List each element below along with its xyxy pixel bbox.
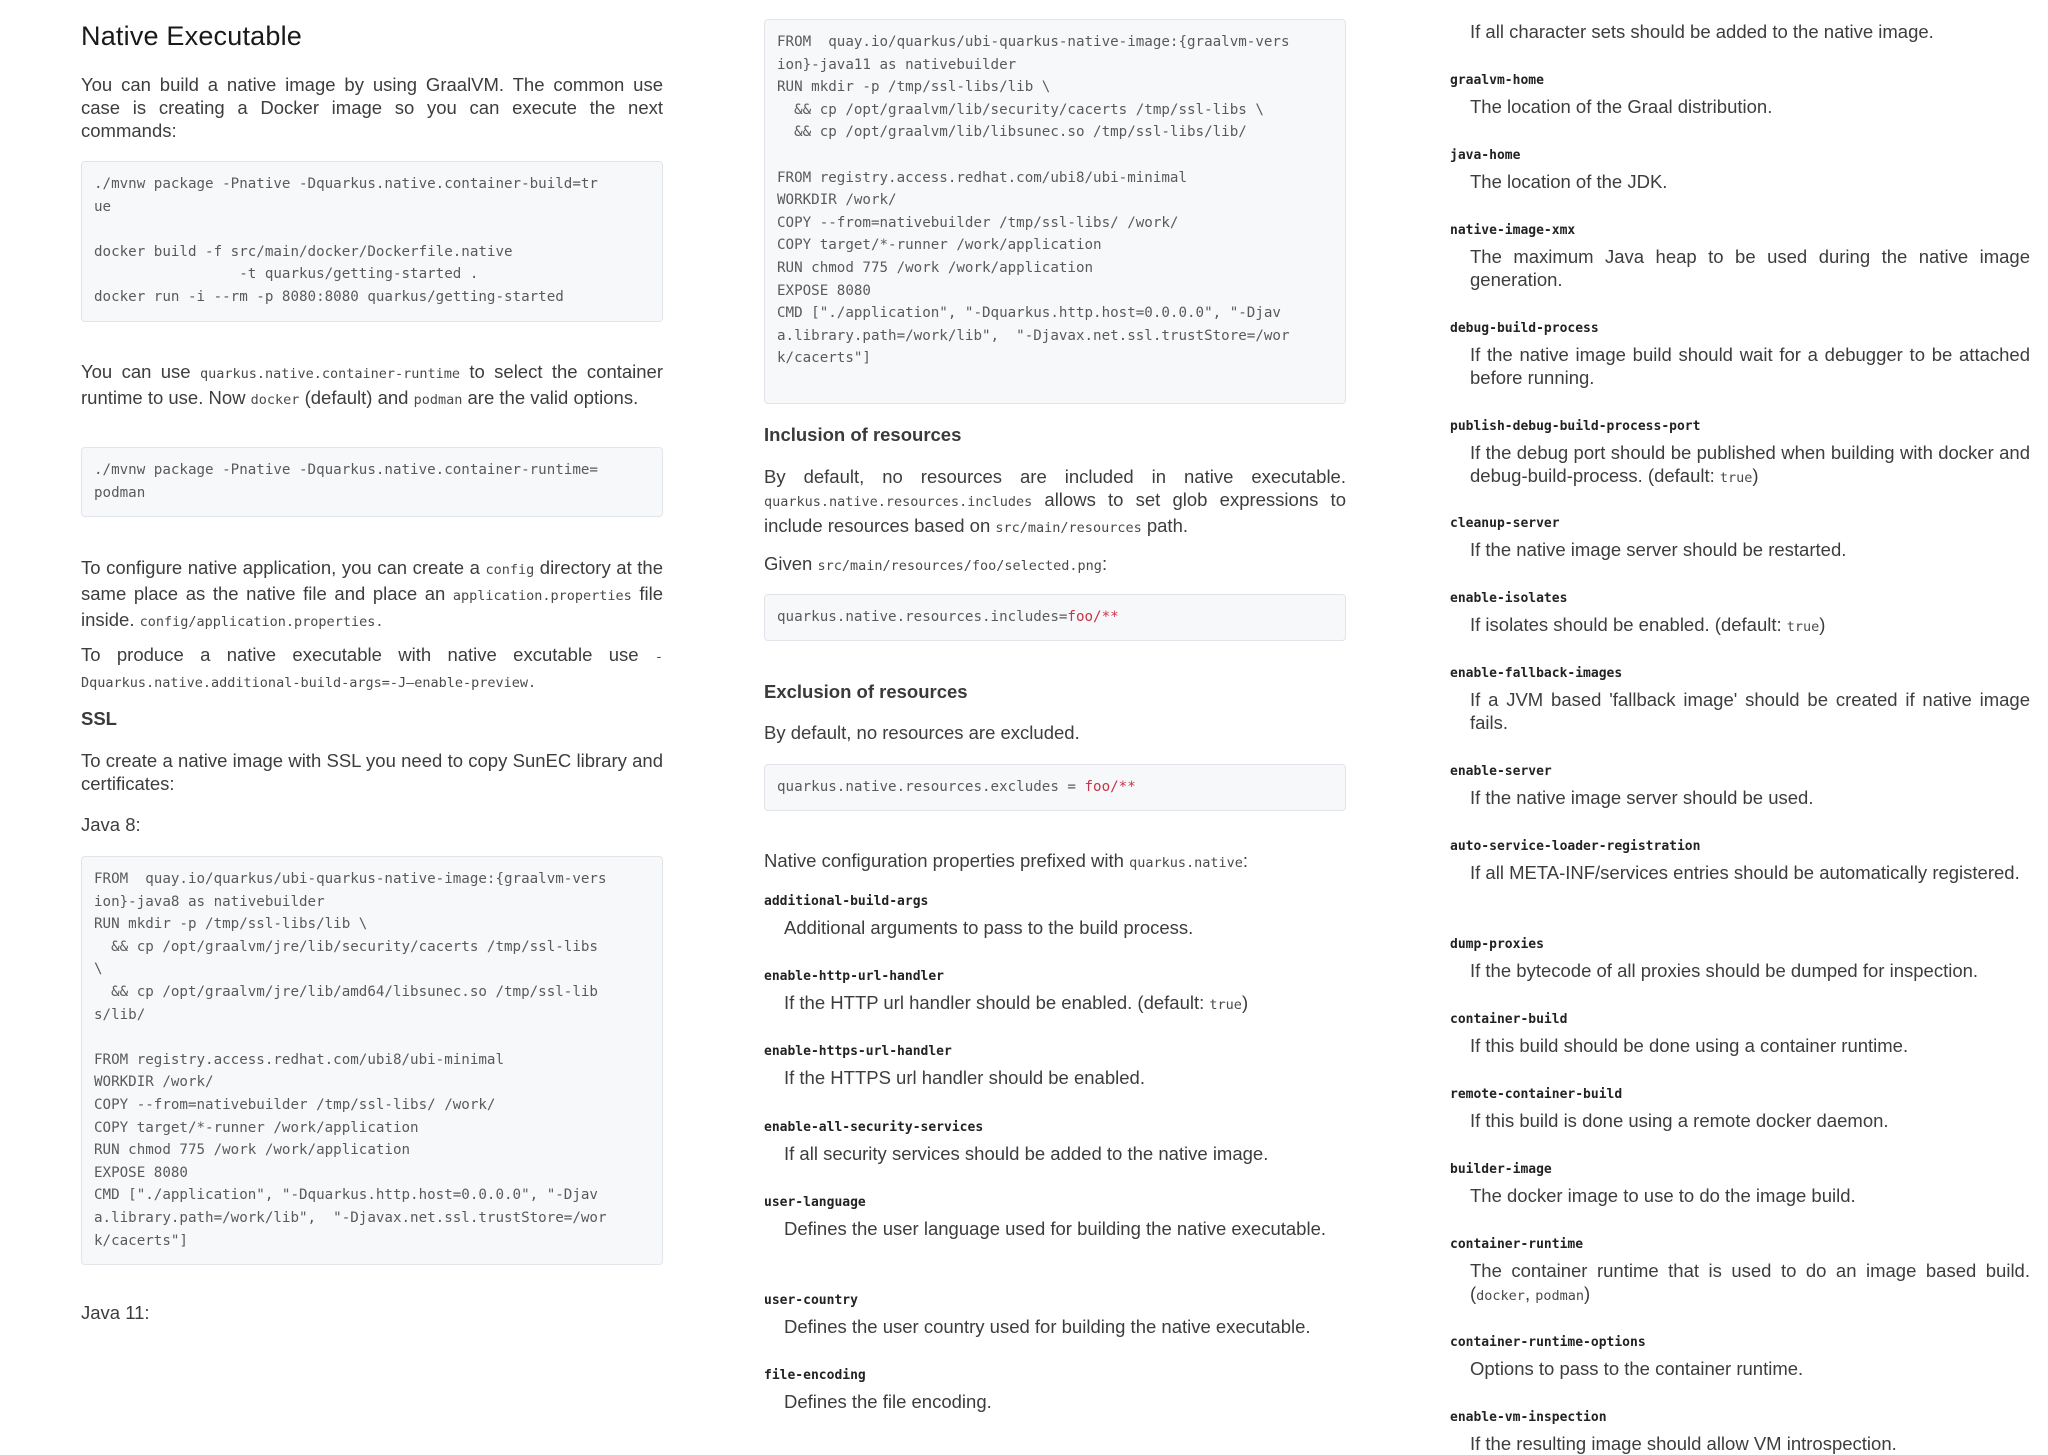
property-description: Options to pass to the container runtime.	[1470, 1358, 1804, 1379]
property-name: additional-build-args	[764, 894, 929, 909]
native-props-paragraph: Native configuration properties prefixed with quarkus.native:	[764, 850, 1248, 871]
property-entry	[1450, 590, 2030, 639]
property-description: If the HTTPS url handler should be enabled.	[784, 1067, 1145, 1088]
property-entry	[764, 1292, 1346, 1338]
code-block-dockerfile-java8: FROM quay.io/quarkus/ubi-quarkus-native-image:{graalvm-vers ion}-java8 as nativebuilder RUN mkdir -p /tmp/ssl-libs/lib \ && cp /opt/graalvm/jre/lib/security/cacerts /tmp/ssl-libs \ && cp /opt/graalvm/jre/lib/amd64/libsunec.so /tmp/ssl-lib s/lib/ FROM registry.access.redhat.com/ubi8/ubi-minimal WORKDIR /work/ COPY --from=nativebuilder /tmp/ssl-libs/ /work/ COPY target/*-runner /work/application RUN chmod 775 /work /work/application EXPOSE 8080 CMD ["./application", "-Dquarkus.http.host=0.0.0.0", "-Djav a.library.path=/work/lib", "-Djavax.net.ssl.trustStore=/wor k/cacerts"]	[81, 856, 663, 1265]
java8-label: Java 8:	[81, 814, 141, 835]
property-name: java-home	[1450, 148, 1521, 163]
exclusion-paragraph: By default, no resources are excluded.	[764, 722, 1080, 743]
inline-code: true	[1209, 997, 1242, 1013]
runtime-paragraph: You can use quarkus.native.container-runtime to select the container runtime to use. Now docker (default) and podman are the valid options.	[81, 361, 664, 408]
code-block-resources-excludes: quarkus.native.resources.excludes = foo/**	[764, 764, 1346, 811]
section-heading-exclusion: Exclusion of resources	[764, 681, 968, 702]
property-description: If this build is done using a remote docker daemon.	[1470, 1110, 1889, 1131]
inline-code: application.properties	[452, 588, 632, 604]
property-entry	[1450, 1236, 2030, 1308]
property-name: container-runtime	[1450, 1237, 1584, 1252]
inline-code: quarkus.native.resources.includes	[764, 494, 1033, 510]
property-name: remote-container-build	[1450, 1087, 1623, 1102]
property-description: If the native image server should be used.	[1470, 787, 1814, 808]
property-entry	[1450, 1334, 2030, 1380]
property-entry	[1450, 936, 2030, 982]
property-entry	[1450, 418, 2030, 490]
property-name: enable-vm-inspection	[1450, 1410, 1607, 1425]
property-name: container-runtime-options	[1450, 1335, 1646, 1350]
property-description: If all security services should be added to the native image.	[784, 1143, 1269, 1164]
property-name: enable-http-url-handler	[764, 969, 945, 984]
property-entry	[764, 968, 1346, 1017]
property-name: graalvm-home	[1450, 73, 1544, 88]
property-description: If all character sets should be added to the native image.	[1470, 21, 1934, 42]
code-block-resources-includes: quarkus.native.resources.includes=foo/**	[764, 594, 1346, 641]
property-entry	[1450, 515, 2030, 561]
property-name: enable-isolates	[1450, 591, 1568, 606]
property-description: If all META-INF/services entries should be automatically registered.	[1470, 862, 2020, 883]
property-description: If this build should be done using a container runtime.	[1470, 1035, 1909, 1056]
property-name: dump-proxies	[1450, 937, 1544, 952]
code-block-container-runtime: ./mvnw package -Pnative -Dquarkus.native.container-runtime= podman	[81, 447, 663, 517]
given-paragraph: Given src/main/resources/foo/selected.png:	[764, 553, 1108, 574]
property-entry	[1450, 665, 2030, 734]
code-block-dockerfile-java11: FROM quay.io/quarkus/ubi-quarkus-native-image:{graalvm-vers ion}-java11 as nativebuilder RUN mkdir -p /tmp/ssl-libs/lib \ && cp /opt/graalvm/lib/security/cacerts /tmp/ssl-libs \ && cp /opt/graalvm/lib/libsunec.so /tmp/ssl-libs/lib/ FROM registry.access.redhat.com/ubi8/ubi-minimal WORKDIR /work/ COPY --from=nativebuilder /tmp/ssl-libs/ /work/ COPY target/*-runner /work/application RUN chmod 775 /work /work/application EXPOSE 8080 CMD ["./application", "-Dquarkus.http.host=0.0.0.0", "-Djav a.library.path=/work/lib", "-Djavax.net.ssl.trustStore=/wor k/cacerts"]	[764, 19, 1346, 404]
property-description: The maximum Java heap to be used during the native image generation.	[1470, 246, 2030, 290]
property-description: If isolates should be enabled. (default: true)	[1470, 614, 1826, 635]
property-name: file-encoding	[764, 1368, 866, 1383]
property-description: The docker image to use to do the image build.	[1470, 1185, 1856, 1206]
section-heading-ssl: SSL	[81, 708, 117, 729]
property-entry	[764, 1043, 1346, 1089]
inclusion-paragraph: By default, no resources are included in native executable. quarkus.native.resources.includes allows to set glob expressions to include resources based on src/main/resources path.	[764, 466, 1346, 536]
property-entry	[764, 893, 1346, 939]
property-description: The location of the Graal distribution.	[1470, 96, 1773, 117]
property-name: user-language	[764, 1195, 866, 1210]
inline-code: quarkus.native.container-runtime	[199, 366, 461, 382]
inline-code: podman	[413, 392, 463, 408]
property-name: user-country	[764, 1293, 858, 1308]
property-name: enable-all-security-services	[764, 1120, 984, 1135]
property-name: builder-image	[1450, 1162, 1552, 1177]
inline-code: src/main/resources/foo/selected.png	[817, 558, 1102, 574]
intro-paragraph: You can build a native image by using GraalVM. The common use case is creating a Docker image so you can execute the next commands:	[81, 74, 663, 141]
property-description: If the native image server should be restarted.	[1470, 539, 1847, 560]
property-description: If the HTTP url handler should be enabled. (default: true)	[784, 992, 1249, 1013]
property-name: enable-https-url-handler	[764, 1044, 952, 1059]
property-entry	[1450, 1086, 2030, 1132]
property-description: If the native image build should wait for a debugger to be attached before running.	[1470, 344, 2030, 388]
property-entry	[764, 1119, 1346, 1165]
java11-label: Java 11:	[81, 1302, 150, 1323]
property-description: If the debug port should be published when building with docker and debug-build-process. (default: true)	[1470, 442, 2030, 486]
property-entry	[1450, 222, 2030, 291]
section-heading-inclusion: Inclusion of resources	[764, 424, 962, 445]
property-entry	[1450, 1011, 2030, 1057]
property-name: debug-build-process	[1450, 321, 1599, 336]
inline-code: true	[1786, 619, 1820, 635]
property-entry	[1450, 1409, 2030, 1455]
property-description: Additional arguments to pass to the build process.	[784, 917, 1194, 938]
property-entry	[1450, 147, 2030, 193]
property-description: Defines the file encoding.	[784, 1391, 992, 1412]
property-description: If the resulting image should allow VM introspection.	[1470, 1433, 1897, 1454]
inline-code: config/application.properties.	[139, 614, 384, 630]
config-paragraph: To configure native application, you can create a config directory at the same place as the native file and place an application.properties file inside. config/application.properties.	[81, 557, 663, 630]
property-entry	[764, 1194, 1346, 1240]
property-description: If a JVM based 'fallback image' should be created if native image fails.	[1470, 689, 2030, 733]
inline-code: podman	[1535, 1288, 1585, 1304]
property-name: enable-fallback-images	[1450, 666, 1623, 681]
page-title: Native Executable	[81, 21, 303, 51]
property-entry	[1450, 838, 2030, 884]
property-name: auto-service-loader-registration	[1450, 839, 1701, 854]
property-name: native-image-xmx	[1450, 223, 1576, 238]
property-entry	[1450, 763, 2030, 809]
property-entry	[1450, 72, 2030, 118]
property-description: The container runtime that is used to do an image based build. (docker, podman)	[1470, 1260, 2030, 1304]
property-description: If the bytecode of all proxies should be dumped for inspection.	[1470, 960, 1979, 981]
property-entry	[764, 1367, 1346, 1413]
inline-code: -Dquarkus.native.additional-build-args=-J—enable-preview.	[81, 649, 663, 691]
property-description: Defines the user language used for building the native executable.	[784, 1218, 1327, 1239]
property-description: Defines the user country used for building the native executable.	[784, 1316, 1311, 1337]
property-name: enable-server	[1450, 764, 1552, 779]
inline-code: docker	[250, 392, 300, 408]
code-block-build-commands: ./mvnw package -Pnative -Dquarkus.native.container-build=tr ue docker build -f src/main/docker/Dockerfile.native -t quarkus/getting-started . docker run -i --rm -p 8080:8080 quarkus/getting-started	[81, 161, 663, 322]
inline-code: quarkus.native	[1129, 855, 1243, 871]
property-name: container-build	[1450, 1012, 1568, 1027]
produce-paragraph: To produce a native executable with native excutable use -Dquarkus.native.additional-build-args=-J—enable-preview.	[81, 644, 663, 691]
property-name: cleanup-server	[1450, 516, 1560, 531]
ssl-paragraph: To create a native image with SSL you need to copy SunEC library and certificates:	[81, 750, 663, 794]
property-entry	[1450, 1161, 2030, 1207]
inline-code: true	[1719, 470, 1753, 486]
inline-code: src/main/resources	[995, 520, 1142, 536]
property-entry	[1450, 320, 2030, 389]
property-description: The location of the JDK.	[1470, 171, 1668, 192]
inline-code: config	[485, 562, 535, 578]
inline-code: docker	[1476, 1288, 1525, 1304]
property-name: publish-debug-build-process-port	[1450, 419, 1701, 434]
